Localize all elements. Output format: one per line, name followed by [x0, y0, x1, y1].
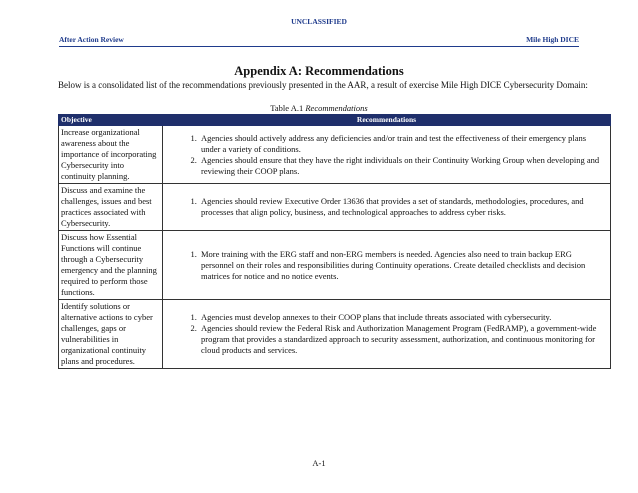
recommendation-list: [177, 196, 602, 218]
table-caption: [0, 103, 638, 113]
objective-cell: Discuss and examine the challenges, issues and best practices associated with Cybersecurity.: [59, 184, 163, 231]
recommendation-list: [177, 249, 602, 282]
recommendations-cell: [163, 231, 611, 300]
table-caption-title: Recommendations: [305, 103, 368, 113]
header-document-name: After Action Review: [59, 35, 124, 44]
recommendations-cell: [163, 184, 611, 231]
recommendation-item: 1. Agencies must develop annexes to their COOP plans that include threats associated with cybersecurity.: [199, 312, 602, 323]
page-number: A-1: [312, 458, 326, 468]
objective-column-header: Objective: [59, 115, 163, 126]
table-row: [59, 184, 611, 231]
recommendation-item: 1. More training with the ERG staff and non-ERG members is needed. Agencies also need to train backup ERG personnel on their roles and responsibilities during Continuity operations. Create detailed checklists and decision matrices for notice and no notice events.: [199, 249, 602, 282]
table-header-row: [59, 115, 611, 126]
table-row: [59, 126, 611, 184]
table-body: [59, 126, 611, 369]
classification-marking: UNCLASSIFIED: [291, 17, 347, 26]
recommendation-item: 2. Agencies should ensure that they have the right individuals on their Continuity Working Group when developing and reviewing their COOP plans.: [199, 155, 602, 177]
header-exercise-name: Mile High DICE: [526, 35, 579, 44]
recommendations-table: [58, 114, 611, 369]
objective-cell: Increase organizational awareness about the importance of incorporating Cybersecurity into continuity planning.: [59, 126, 163, 184]
objective-cell: Discuss how Essential Functions will continue through a Cybersecurity emergency and the planning required to perform those functions.: [59, 231, 163, 300]
table-row: [59, 231, 611, 300]
recommendation-list: [177, 312, 602, 356]
table-caption-number: Table A.1: [270, 103, 306, 113]
running-header: [59, 35, 579, 47]
recommendations-cell: [163, 300, 611, 369]
recommendation-item: 1. Agencies should actively address any deficiencies and/or train and test the effectiveness of their emergency plans under a variety of conditions.: [199, 133, 602, 155]
recommendations-cell: [163, 126, 611, 184]
recommendation-item: 1. Agencies should review Executive Order 13636 that provides a set of standards, methodologies, procedures, and processes that align policy, business, and technological approaches to address cyber risks.: [199, 196, 602, 218]
intro-paragraph: Below is a consolidated list of the recommendations previously presented in the AAR, a result of exercise Mile High DICE Cybersecurity Domain:: [58, 80, 588, 90]
appendix-title: Appendix A: Recommendations: [234, 64, 404, 78]
recommendations-column-header: Recommendations: [163, 115, 611, 126]
recommendation-item: 2. Agencies should review the Federal Risk and Authorization Management Program (FedRAMP), a government-wide program that provides a standardized approach to security assessment, authorization, and continuous monitoring for cloud products and services.: [199, 323, 602, 356]
table-row: [59, 300, 611, 369]
objective-cell: Identify solutions or alternative actions to cyber challenges, gaps or vulnerabilities in organizational continuity plans and procedures.: [59, 300, 163, 369]
recommendation-list: [177, 133, 602, 177]
